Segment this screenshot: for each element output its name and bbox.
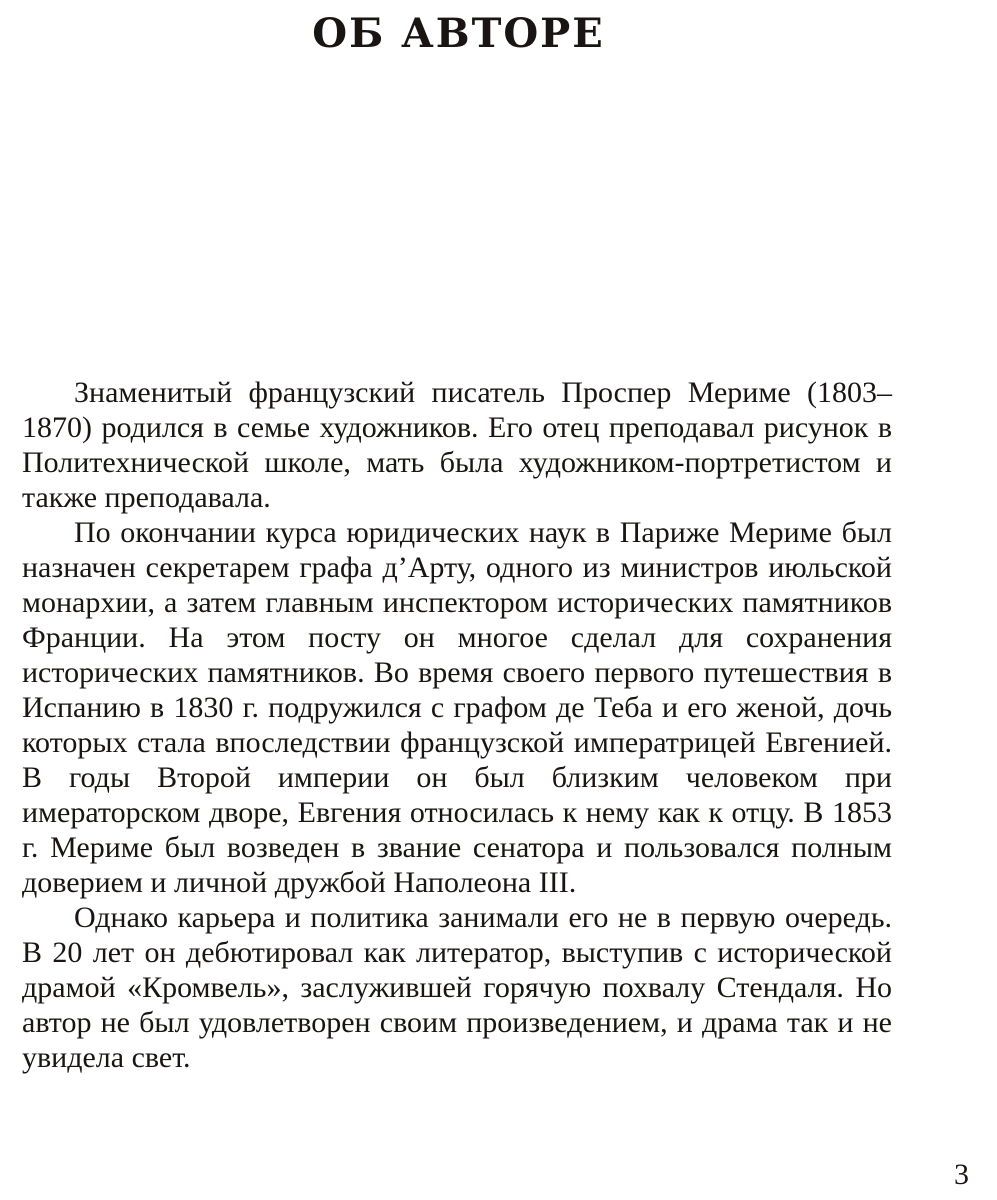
page-number: 3 <box>954 1158 969 1191</box>
body-text <box>22 375 892 1075</box>
paragraph: Знаменитый французский писатель Проспер Мериме (1803–1870) родился в семье художников. Его отец преподавал рисунок в Политехнической школе, мать была художником-портретистом и также преподавала. <box>22 376 892 514</box>
paragraph: По окончании курса юридических наук в Париже Мериме был назначен секретарем графа д’Арту, одного из министров июльской монархии, а затем главным инспектором исторических памятников Франции. На этом посту он многое сделал для сохранения исторических памятников. Во время своего первого путешествия в Испанию в 1830 г. подружился с графом де Теба и его женой, дочь которых стала впоследствии французской императрицей Евгенией. В годы Второй империи он был близким человеком при имераторском дворе, Евгения относилась к нему как к отцу. В 1853 г. Мериме был возведен в звание сенатора и пользовался полным доверием и личной дружбой Наполеона III. <box>22 516 892 899</box>
paragraph: Однако карьера и политика занимали его не в первую очередь. В 20 лет он дебютировал как литератор, выступив с исторической драмой «Кромвель», заслужившей горячую похвалу Стендаля. Но автор не был удовлетворен своим произведением, и драма так и не увидела свет. <box>22 901 892 1074</box>
page-title: ОБ АВТОРЕ <box>312 10 605 57</box>
